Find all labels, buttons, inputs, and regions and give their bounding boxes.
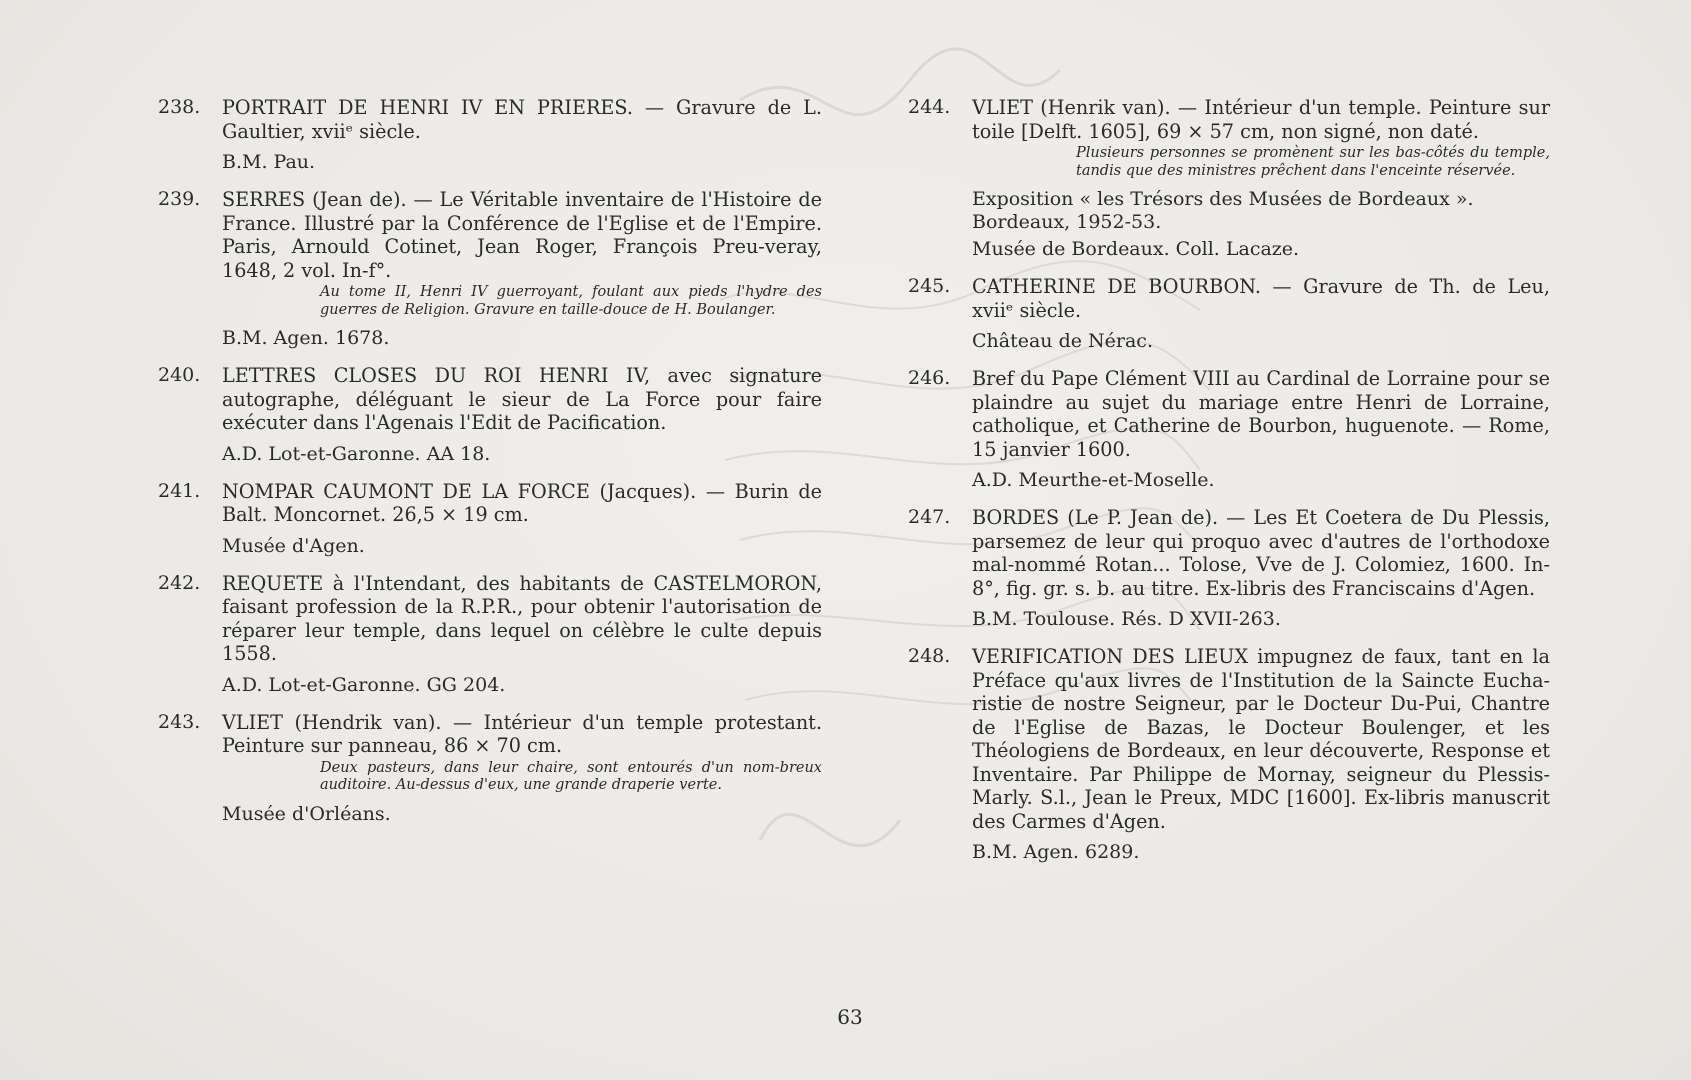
entry-location-secondary: Musée de Bordeaux. Coll. Lacaze. bbox=[972, 238, 1300, 260]
entry-location: Château de Nérac. bbox=[972, 330, 1153, 352]
entry-text: BORDES (Le P. Jean de). — Les Et Coetera de Du Plessis, parsemez de leur qui proquo avec d'autres de l'orthodoxe mal-nommé Rotan... Tolose, Vve de J. Colomiez, 1600. In-8°, fig. gr. s. b. au titre. Ex-libris des Franciscains d'Agen. bbox=[972, 506, 1550, 600]
entry-number: 247. bbox=[908, 506, 951, 528]
entry-location: Exposition « les Trésors des Musées de Bordeaux ». Bordeaux, 1952-53. bbox=[972, 188, 1474, 233]
entry-note: Deux pasteurs, dans leur chaire, sont entourés d'un nom-breux auditoire. Au-dessus d'eux, une grande draperie verte. bbox=[320, 759, 822, 793]
catalog-entry-245 bbox=[908, 275, 1550, 353]
entry-location: B.M. Agen. 1678. bbox=[222, 327, 390, 349]
entry-location: Musée d'Orléans. bbox=[222, 802, 391, 825]
right-column bbox=[908, 96, 1550, 878]
entry-location: A.D. Lot-et-Garonne. GG 204. bbox=[222, 673, 506, 696]
entry-note: Au tome II, Henri IV guerroyant, foulant aux pieds l'hydre des guerres de Religion. Gravure en taille-douce de H. Boulanger. bbox=[320, 284, 822, 318]
catalog-entry-240 bbox=[158, 364, 822, 466]
entry-number: 241. bbox=[158, 479, 201, 502]
entry-text: Bref du Pape Clément VIII au Cardinal de Lorraine pour se plaindre au sujet du mariage entre Henri de Lorraine, catholique, et Catherine de Bourbon, huguenote. — Rome, 15 janvier 1600. bbox=[972, 367, 1550, 461]
left-column bbox=[158, 96, 822, 840]
entry-location: B.M. Toulouse. Rés. D XVII-263. bbox=[972, 608, 1281, 630]
entry-number: 242. bbox=[158, 571, 201, 594]
catalog-entry-241 bbox=[158, 479, 822, 558]
catalog-entry-246 bbox=[908, 367, 1550, 492]
entry-text: VLIET (Henrik van). — Intérieur d'un temple. Peinture sur toile [Delft. 1605], 69 × 57 cm, non signé, non daté. bbox=[972, 96, 1550, 143]
entry-text: SERRES (Jean de). — Le Véritable inventaire de l'Histoire de France. Illustré par la Conférence de l'Eglise et de l'Empire. Paris, Arnould Cotinet, Jean Roger, François Preu-veray, 1648, 2 vol. In-f°. bbox=[222, 188, 822, 282]
catalog-entry-248 bbox=[908, 645, 1550, 864]
catalog-entry-244 bbox=[908, 96, 1550, 261]
entry-number: 248. bbox=[908, 645, 951, 667]
entry-number: 240. bbox=[158, 364, 201, 386]
entry-text: PORTRAIT DE HENRI IV EN PRIERES. — Gravure de L. Gaultier, xviiᵉ siècle. bbox=[222, 96, 822, 143]
page-number: 63 bbox=[837, 1005, 863, 1029]
entry-text: NOMPAR CAUMONT DE LA FORCE (Jacques). — Burin de Balt. Moncornet. 26,5 × 19 cm. bbox=[222, 479, 822, 526]
catalog-entry-247 bbox=[908, 506, 1550, 631]
entry-number: 246. bbox=[908, 367, 951, 389]
entry-location: Musée d'Agen. bbox=[222, 534, 365, 557]
entry-number: 245. bbox=[908, 275, 951, 297]
entry-text: LETTRES CLOSES DU ROI HENRI IV, avec signature autographe, déléguant le sieur de La Force pour faire exécuter dans l'Agenais l'Edit de Pacification. bbox=[222, 364, 822, 434]
entry-location: A.D. Meurthe-et-Moselle. bbox=[972, 469, 1215, 491]
entry-note: Plusieurs personnes se promènent sur les bas-côtés du temple, tandis que des ministres prêchent dans l'enceinte réservée. bbox=[1076, 145, 1550, 179]
entry-text: VLIET (Hendrik van). — Intérieur d'un temple protestant. Peinture sur panneau, 86 × 70 cm. bbox=[222, 710, 822, 757]
entry-number: 239. bbox=[158, 188, 201, 210]
catalog-entry-238 bbox=[158, 96, 822, 174]
catalog-entry-243 bbox=[158, 710, 822, 826]
catalog-entry-242 bbox=[158, 571, 822, 697]
entry-number: 238. bbox=[158, 96, 201, 118]
entry-text: REQUETE à l'Intendant, des habitants de CASTELMORON, faisant profession de la R.P.R., pour obtenir l'autorisation de réparer leur temple, dans lequel on célèbre le culte depuis 1558. bbox=[222, 571, 822, 665]
entry-location: B.M. Pau. bbox=[222, 151, 316, 173]
entry-text: CATHERINE DE BOURBON. — Gravure de Th. de Leu, xviiᵉ siècle. bbox=[972, 275, 1550, 322]
catalog-entry-239 bbox=[158, 188, 822, 350]
entry-number: 244. bbox=[908, 96, 951, 118]
entry-number: 243. bbox=[158, 710, 201, 733]
entry-location: B.M. Agen. 6289. bbox=[972, 841, 1140, 863]
entry-location: A.D. Lot-et-Garonne. AA 18. bbox=[222, 442, 491, 465]
entry-text: VERIFICATION DES LIEUX impugnez de faux, tant en la Préface qu'aux livres de l'Institution de la Saincte Eucha-ristie de nostre Seigneur, par le Docteur Du-Pui, Chantre de l'Eglise de Bazas, le Docteur Boulenger, et les Théologiens de Bordeaux, en leur découverte, Response et Inventaire. Par Philippe de Mornay, seigneur du Plessis-Marly. S.l., Jean le Preux, MDC [1600]. Ex-libris manuscrit des Carmes d'Agen. bbox=[972, 645, 1550, 833]
